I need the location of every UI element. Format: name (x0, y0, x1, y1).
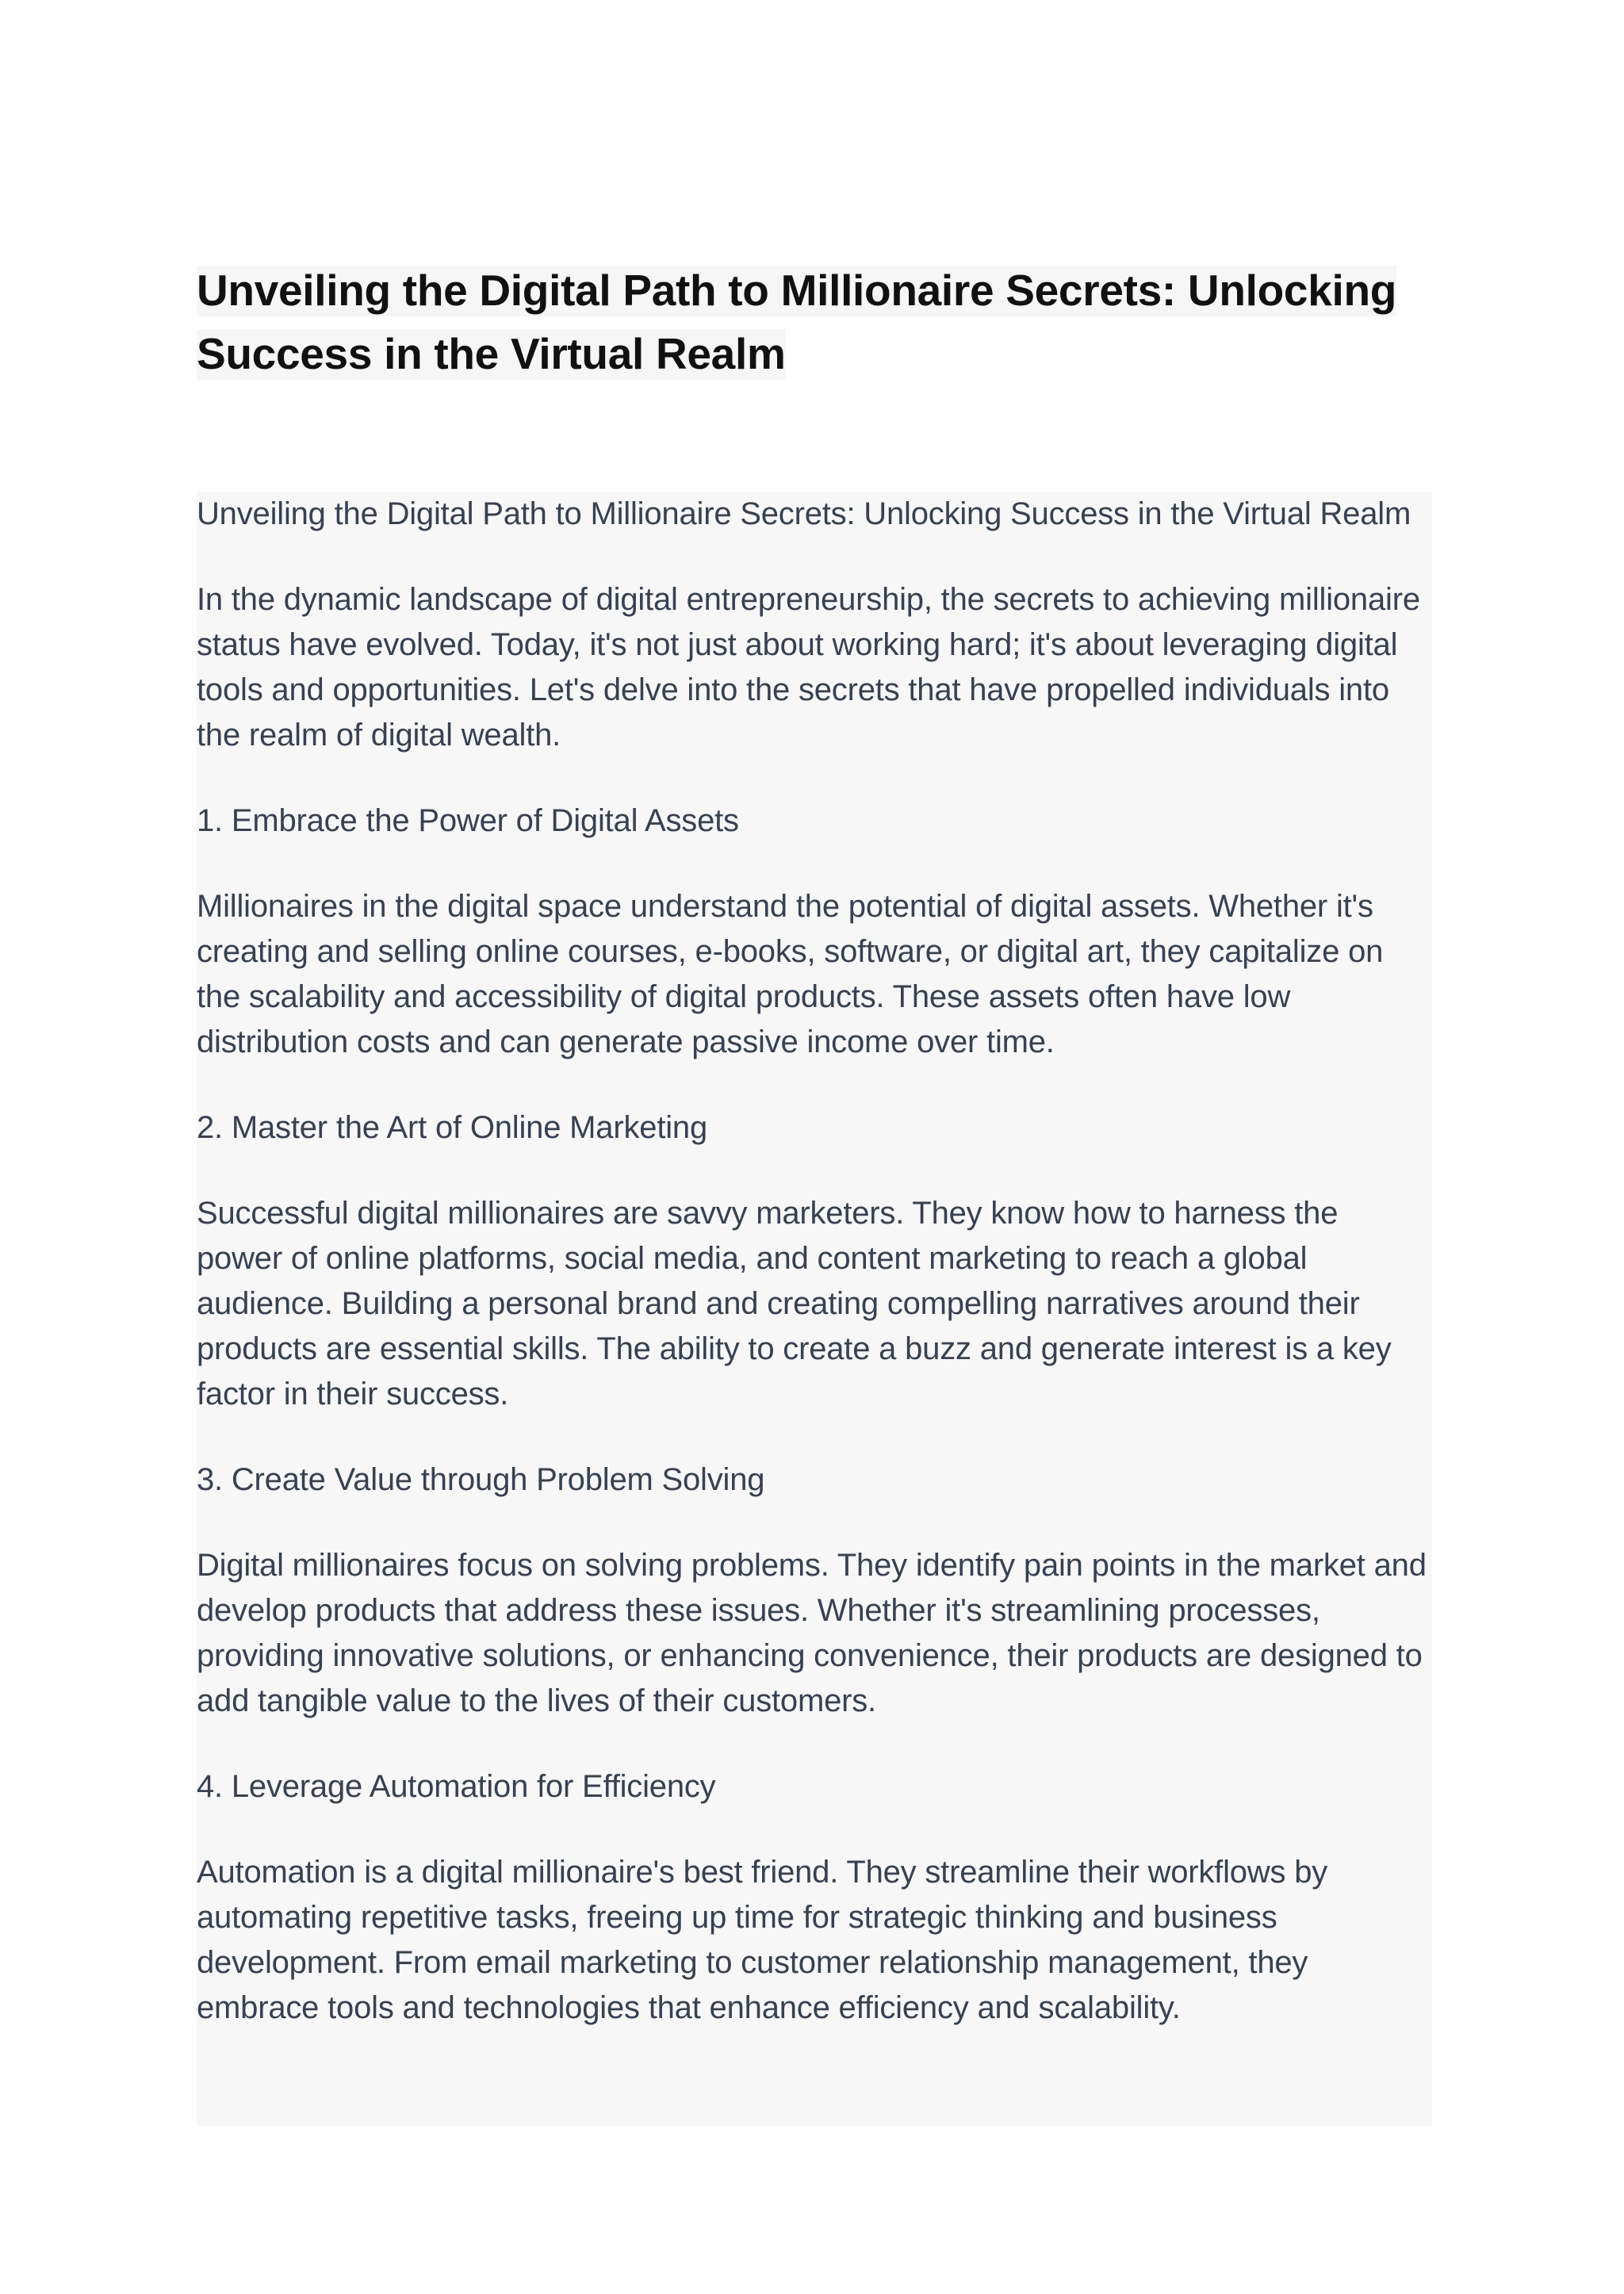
body-paragraph: Millionaires in the digital space understand the potential of digital assets. Whether it's creating and selling online courses, e-books, software, or digital art, they capitalize on the scalability and accessibility of digital products. These assets often have low distribution costs and can generate passive income over time. (197, 889, 1384, 1059)
section-heading-3: 3. Create Value through Problem Solving (197, 1462, 765, 1497)
document-title (197, 259, 1434, 385)
document-body (197, 492, 1432, 2127)
section-heading-4: 4. Leverage Automation for Efficiency (197, 1769, 716, 1804)
section-heading-1: 1. Embrace the Power of Digital Assets (197, 803, 739, 838)
document-title-text: Unveiling the Digital Path to Millionaire Secrets: Unlocking Success in the Virtual Realm (197, 266, 1397, 378)
body-paragraph: In the dynamic landscape of digital entrepreneurship, the secrets to achieving millionaire status have evolved. Today, it's not just about working hard; it's about leveraging digital tools and opportunities. Let's delve into the secrets that have propelled individuals into the realm of digital wealth. (197, 582, 1420, 753)
body-intro-heading: Unveiling the Digital Path to Millionaire Secrets: Unlocking Success in the Virtual Realm (197, 496, 1411, 531)
body-paragraph: Digital millionaires focus on solving problems. They identify pain points in the market and develop products that address these issues. Whether it's streamlining processes, providing innovative solutions, or enhancing convenience, their products are designed to add tangible value to the lives of their customers. (197, 1548, 1427, 1718)
body-paragraph: Successful digital millionaires are savvy marketers. They know how to harness the power of online platforms, social media, and content marketing to reach a global audience. Building a personal brand and creating compelling narratives around their products are essential skills. The ability to create a buzz and generate interest is a key factor in their success. (197, 1196, 1392, 1411)
body-paragraph: Automation is a digital millionaire's best friend. They streamline their workflows by automating repetitive tasks, freeing up time for strategic thinking and business development. From email marketing to customer relationship management, they embrace tools and technologies that enhance efficiency and scalability. (197, 1855, 1328, 2025)
section-heading-2: 2. Master the Art of Online Marketing (197, 1110, 708, 1145)
